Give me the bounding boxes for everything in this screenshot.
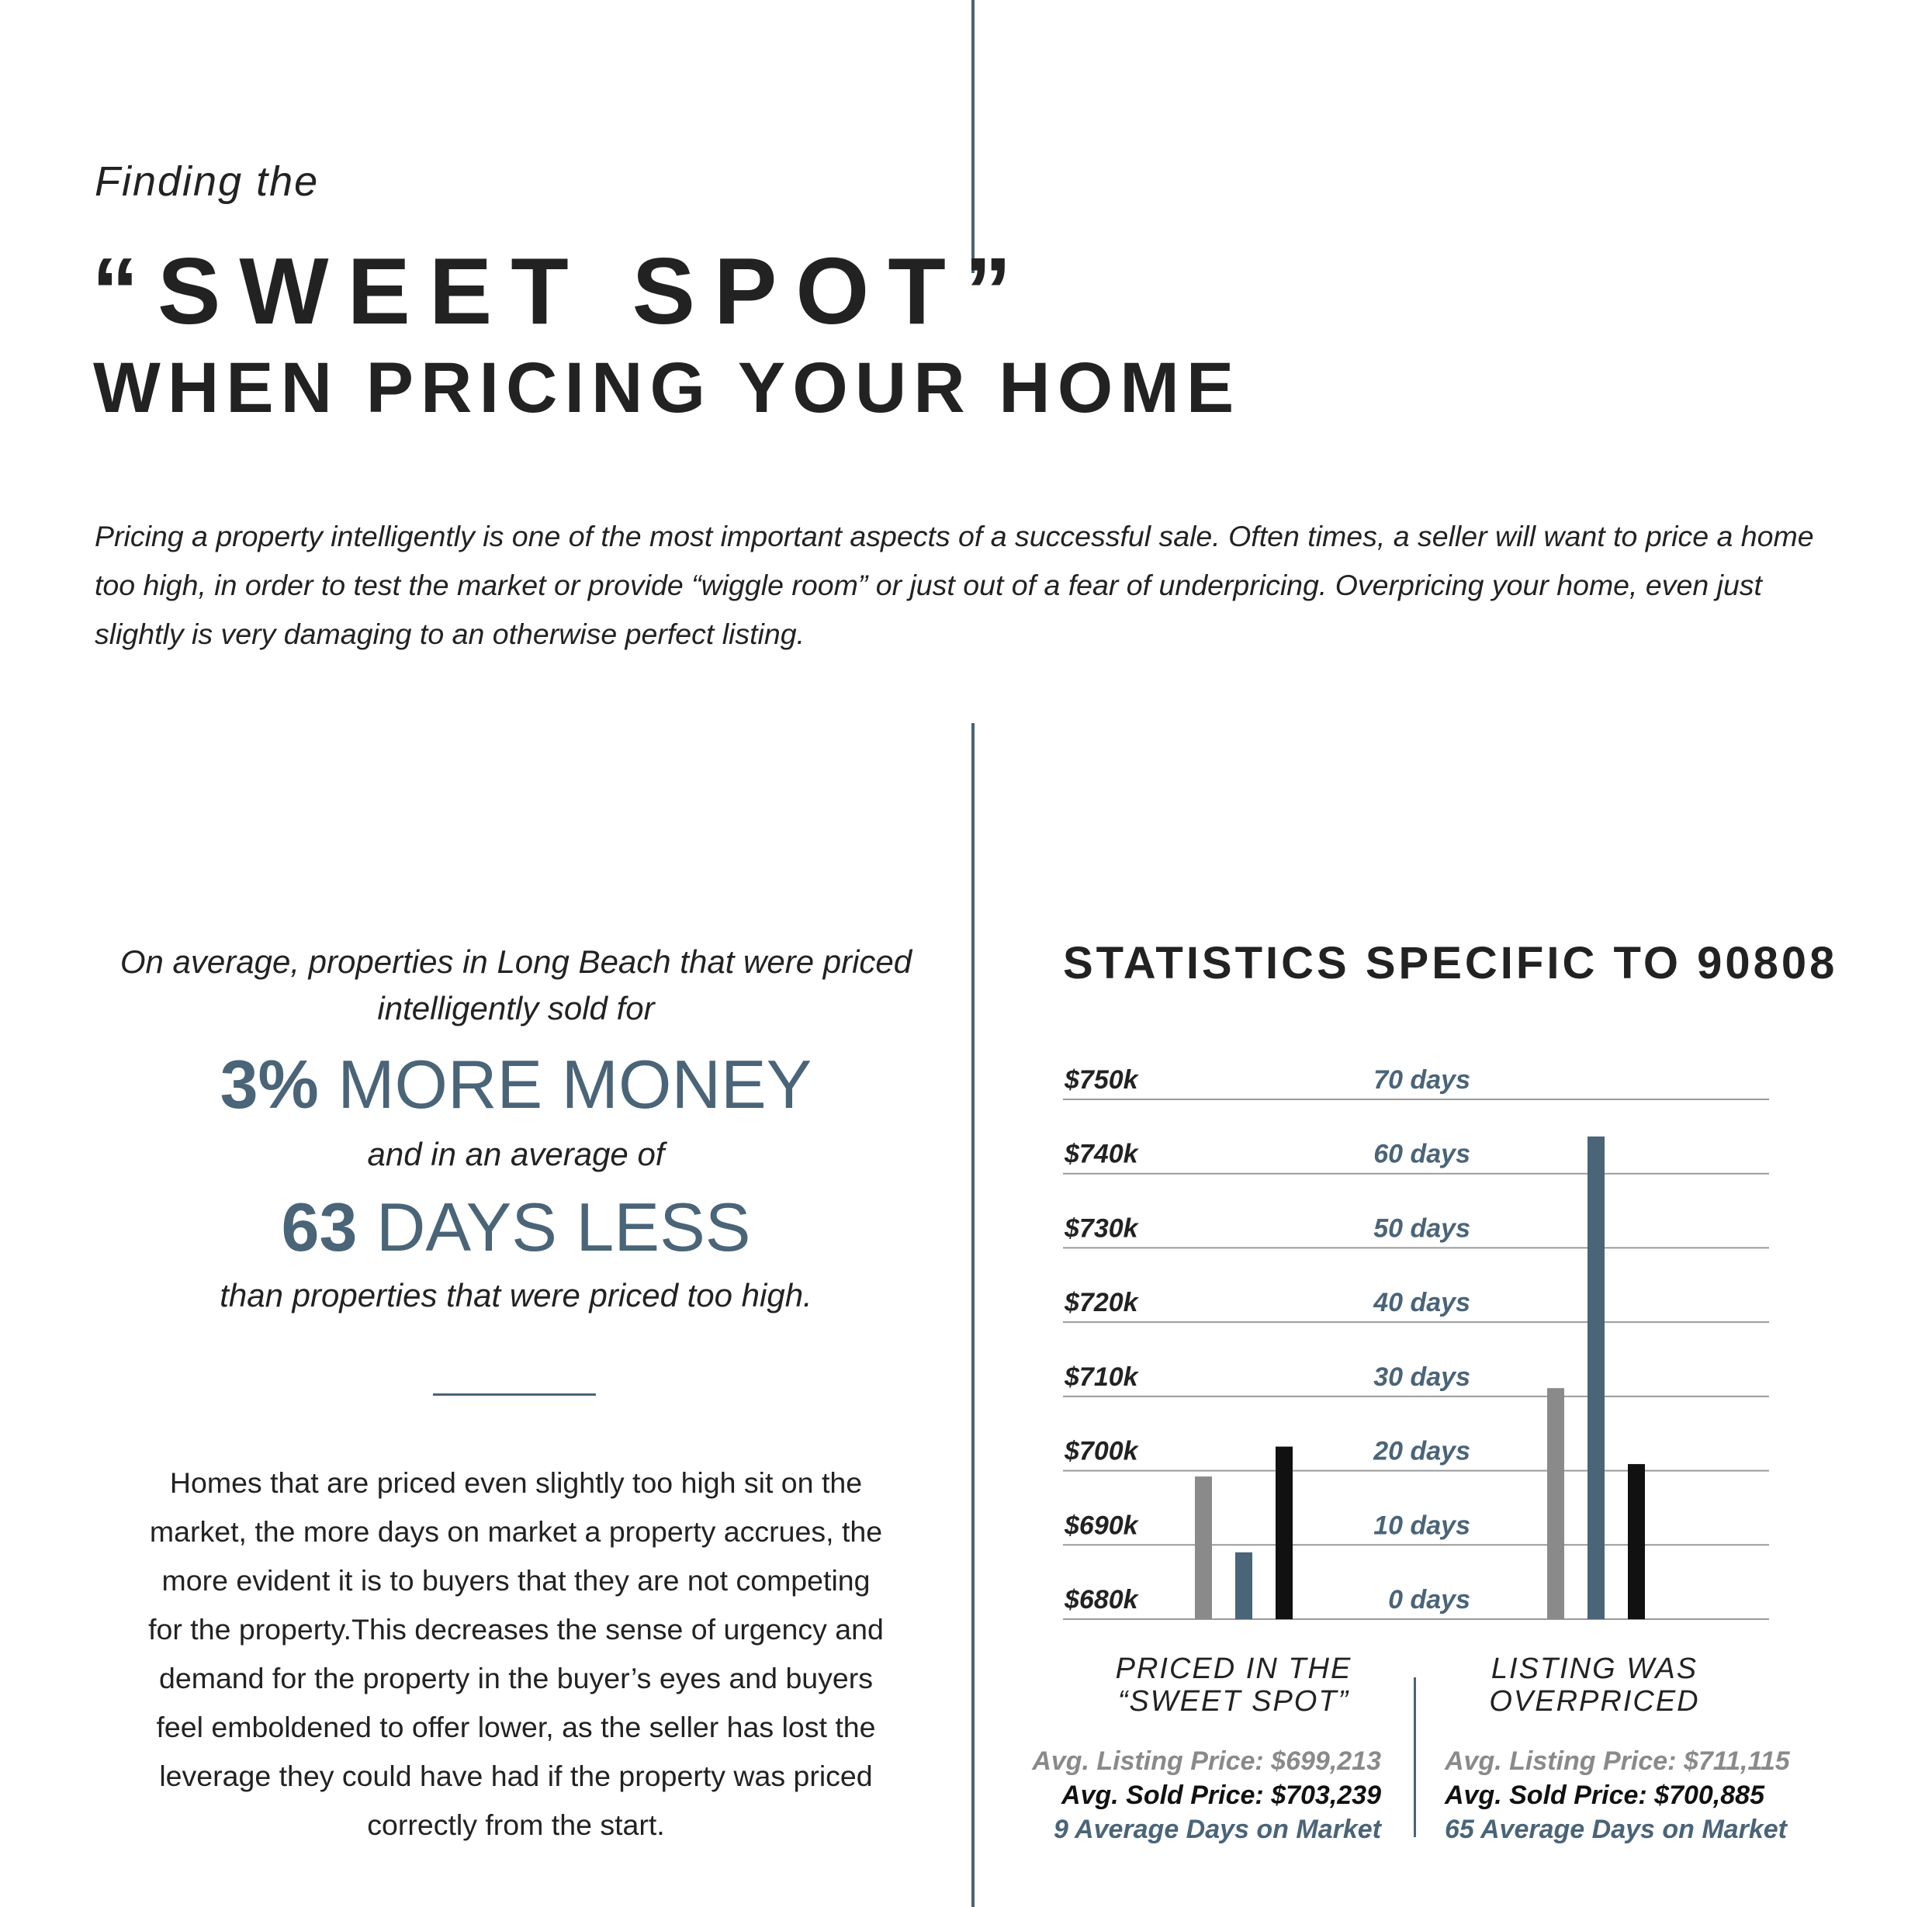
price-tick-label: $700k <box>1065 1436 1138 1466</box>
days-tick-label: 50 days <box>1373 1213 1470 1244</box>
highlight-money-number: 3% <box>220 1046 319 1123</box>
highlight-days-text: DAYS LESS <box>376 1189 751 1265</box>
avg-days-on-market: 9 Average Days on Market <box>1053 1815 1381 1844</box>
avg-sold-price: Avg. Sold Price: $703,239 <box>1061 1781 1381 1810</box>
days-tick-label: 0 days <box>1388 1585 1470 1615</box>
days-on-market-bar <box>1587 1137 1605 1619</box>
days-tick-label: 10 days <box>1373 1511 1470 1541</box>
stats-heading-prefix: STATISTICS SPECIFIC TO <box>1063 938 1681 988</box>
price-tick-label: $740k <box>1065 1139 1138 1169</box>
highlight-money-text: MORE MONEY <box>338 1046 812 1123</box>
days-tick-label: 20 days <box>1373 1436 1470 1466</box>
price-tick-label: $710k <box>1065 1362 1138 1392</box>
header-kicker: Finding the <box>95 158 320 205</box>
days-on-market-bar <box>1235 1552 1252 1619</box>
highlight-mid: and in an average of <box>367 1136 665 1172</box>
group-title-overpriced <box>1432 1653 1757 1718</box>
highlight-lead: On average, properties in Long Beach that were priced intelligently sold for <box>119 943 912 1026</box>
price-tick-label: $730k <box>1065 1213 1138 1244</box>
price-tick-label: $680k <box>1065 1585 1138 1615</box>
section-divider <box>433 1393 596 1396</box>
intro-paragraph: Pricing a property intelligently is one of the most important aspects of a successful sale. Often times, a seller will want to price a home too high, in order to test the market or provide “wiggle room” or just out of a fear of underpricing. Overpricing your home, even just slightly is very damaging to an otherwise perfect listing. <box>95 520 1814 650</box>
group-title-sweet-spot <box>1071 1653 1397 1718</box>
divider-vertical-bottom <box>971 723 975 1907</box>
sold-price-bar <box>1276 1447 1293 1619</box>
page-title: “SWEET SPOT” <box>92 238 1030 344</box>
days-tick-label: 40 days <box>1373 1288 1470 1318</box>
avg-listing-price: Avg. Listing Price: $699,213 <box>1032 1746 1381 1776</box>
highlight-money <box>109 1044 923 1125</box>
sold-price-bar <box>1628 1464 1645 1619</box>
group-title-line: OVERPRICED <box>1489 1685 1700 1718</box>
stats-heading-zip: 90808 <box>1697 938 1838 988</box>
price-tick-label: $720k <box>1065 1288 1138 1318</box>
stats-heading <box>1063 937 1837 989</box>
group-title-line: PRICED IN THE <box>1115 1653 1352 1685</box>
highlight-days <box>109 1187 923 1268</box>
days-tick-label: 30 days <box>1373 1362 1470 1392</box>
days-tick-label: 70 days <box>1373 1065 1470 1095</box>
divider-vertical-top <box>971 0 975 273</box>
avg-days-on-market: 65 Average Days on Market <box>1445 1815 1787 1844</box>
statistics-chart <box>1047 1047 1777 1629</box>
days-tick-label: 60 days <box>1373 1139 1470 1169</box>
listing-price-bar <box>1547 1388 1564 1619</box>
body-paragraph: Homes that are priced even slightly too high sit on the market, the more days on market a property accrues, the more evident it is to buyers that they are not competing for the property.This decreases the sense of urgency and demand for the property in the buyer’s eyes and buyers feel emboldened to offer lower, as the seller has lost the leverage they could have had if the property was priced correctly from the start. <box>148 1466 884 1841</box>
group-stats-sweet-spot <box>1032 1744 1381 1846</box>
avg-sold-price: Avg. Sold Price: $700,885 <box>1445 1781 1764 1810</box>
group-stats-overpriced <box>1445 1744 1790 1846</box>
listing-price-bar <box>1195 1476 1212 1619</box>
group-title-line: LISTING WAS <box>1491 1653 1698 1685</box>
highlight-tail: than properties that were priced too high. <box>220 1277 812 1313</box>
price-tick-label: $750k <box>1065 1065 1138 1095</box>
price-tick-label: $690k <box>1065 1511 1138 1541</box>
group-divider <box>1414 1677 1416 1837</box>
page-subtitle: WHEN PRICING YOUR HOME <box>93 348 1241 427</box>
avg-listing-price: Avg. Listing Price: $711,115 <box>1445 1746 1790 1776</box>
group-title-line: “SWEET SPOT” <box>1117 1685 1350 1718</box>
highlight-days-number: 63 <box>281 1189 358 1265</box>
